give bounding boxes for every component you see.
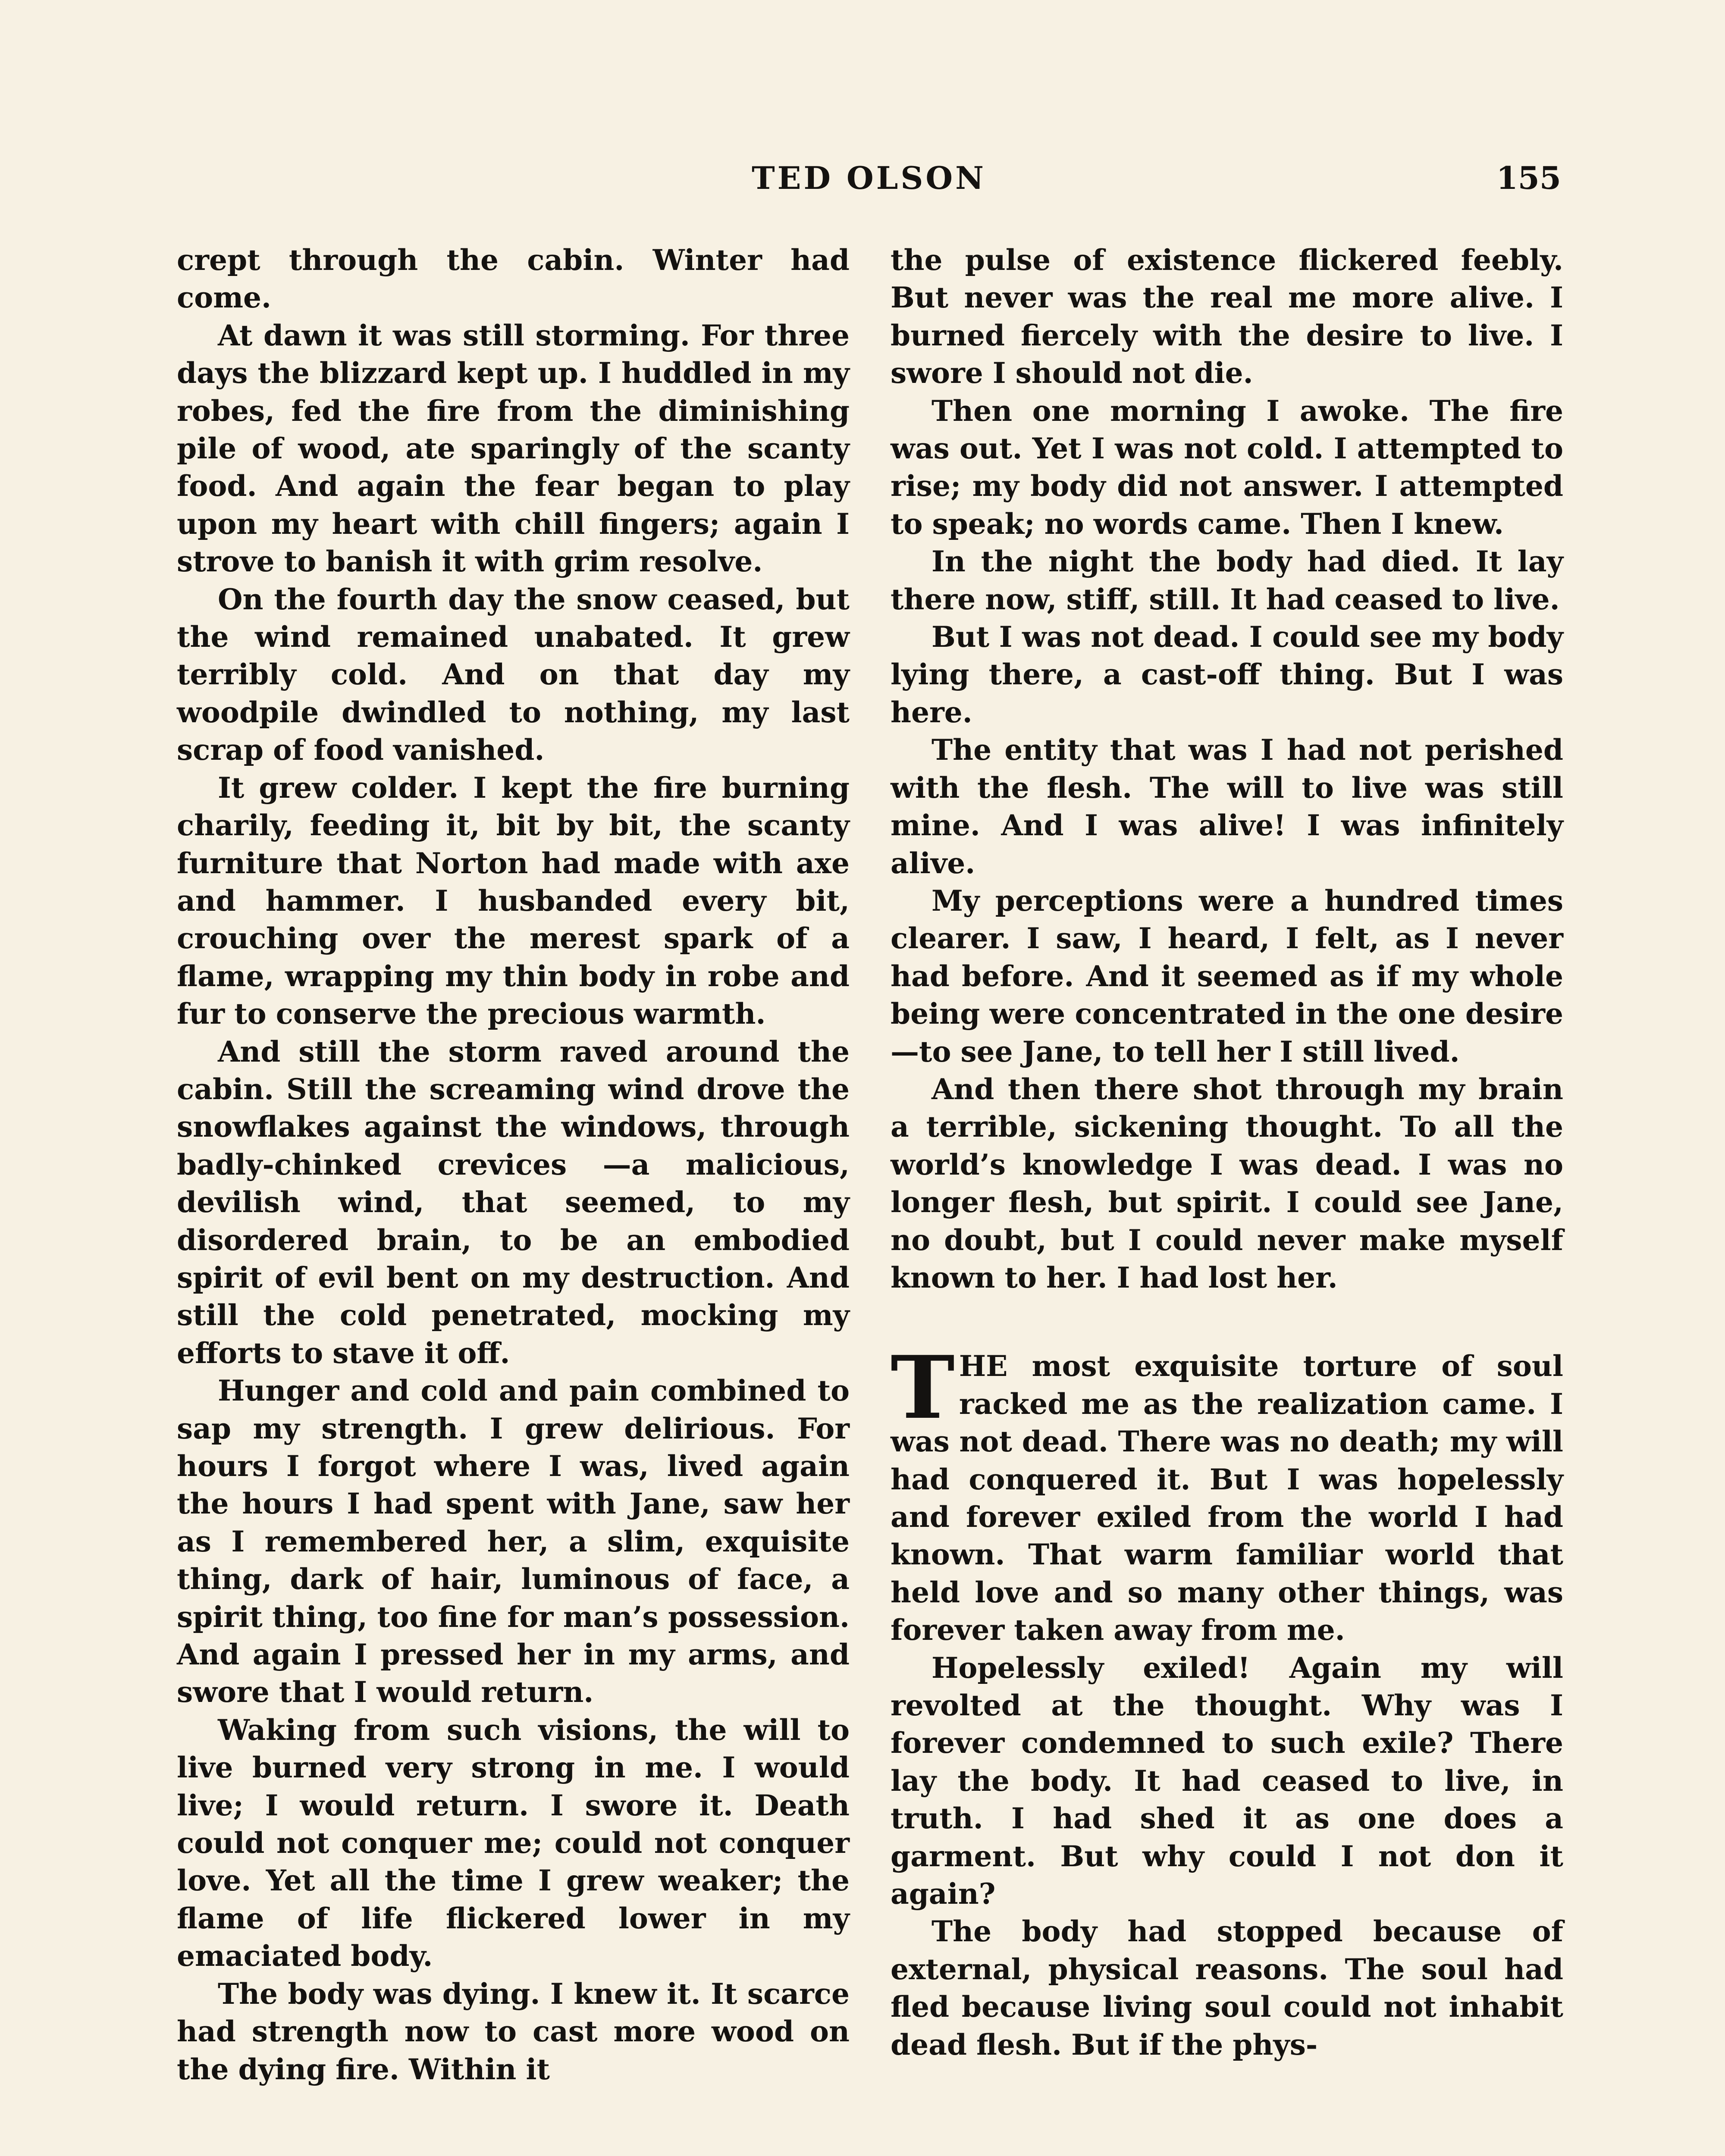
paragraph: Then one morning I awoke. The fire was out. Yet I was not cold. I attempted to rise; my body did not answer. I attempted to speak; no words came. Then I knew. xyxy=(891,394,1563,541)
paragraph: And then there shot through my brain a terrible, sickening thought. To all the world’s knowledge I was dead. I was no longer flesh, but spirit. I could see Jane, no doubt, but I could never make myself known to her. I had lost her. xyxy=(891,1072,1563,1294)
page-number: 155 xyxy=(1496,160,1561,196)
paragraph: the pulse of existence flickered feebly. But never was the real me more alive. I burned fiercely with the desire to live. I swore I should not die. xyxy=(891,243,1563,390)
paragraph: crept through the cabin. Winter had come. xyxy=(177,243,850,315)
paragraph: On the fourth day the snow ceased, but the wind remained unabated. It grew terribly cold. And on that day my woodpile dwindled to nothing, my last scrap of food vanished. xyxy=(177,582,850,767)
paragraph: Hunger and cold and pain combined to sap my strength. I grew delirious. For hours I forgot where I was, lived again the hours I had spent with Jane, saw her as I remembered her, a slim, exquisite thing, dark of hair, luminous of face, a spirit thing, too fine for man’s possession. And again I pressed her in my arms, and swore that I would return. xyxy=(177,1374,850,1709)
right-text-column xyxy=(891,241,1563,2064)
paragraph: The body was dying. I knew it. It scarce had strength now to cast more wood on the dying fire. Within it xyxy=(177,1977,850,2086)
running-title: TED OLSON xyxy=(752,160,986,196)
dropcap-paragraph-text: HE most exquisite torture of soul racked me as the realization came. I was not dead. There was no death; my will had conquered it. But I was hopelessly and forever exiled from the world I had known. That warm familiar world that held love and so many other things, was forever taken away from me. xyxy=(891,1349,1563,1647)
paragraph: At dawn it was still storming. For three days the blizzard kept up. I huddled in my robes, fed the fire from the diminishing pile of wood, ate sparingly of the scanty food. And again the fear began to play upon my heart with chill fingers; again I strove to banish it with grim resolve. xyxy=(177,318,850,579)
paragraph: In the night the body had died. It lay there now, stiff, still. It had ceased to live. xyxy=(891,545,1563,616)
paragraph: It grew colder. I kept the fire burning charily, feeding it, bit by bit, the scanty furniture that Norton had made with axe and hammer. I husbanded every bit, crouching over the merest spark of a flame, wrapping my thin body in robe and fur to conserve the precious warmth. xyxy=(177,771,850,1031)
paragraph: And still the storm raved around the cabin. Still the screaming wind drove the snowflakes against the windows, through badly-chinked crevices —a malicious, devilish wind, that seemed, to my disordered brain, to be an embodied spirit of evil bent on my destruction. And still the cold penetrated, mocking my efforts to stave it off. xyxy=(177,1034,850,1370)
paragraph: But I was not dead. I could see my body lying there, a cast-off thing. But I was here. xyxy=(891,620,1563,729)
left-text-column xyxy=(177,241,850,2088)
paragraph: Hopelessly exiled! Again my will revolted at the thought. Why was I forever condemned to such exile? There lay the body. It had ceased to live, in truth. I had shed it as one does a garment. But why could I not don it again? xyxy=(891,1651,1563,1911)
drop-cap-letter: T xyxy=(891,1337,955,1439)
page-header xyxy=(177,160,1561,211)
paragraph: The entity that was I had not perished with the flesh. The will to live was still mine. And I was alive! I was infinitely alive. xyxy=(891,733,1563,880)
section-break xyxy=(891,1297,1563,1348)
paragraph: My perceptions were a hundred times clearer. I saw, I heard, I felt, as I never had before. And it seemed as if my whole being were concentrated in the one desire—to see Jane, to tell her I still lived. xyxy=(891,884,1563,1069)
paragraph: The body had stopped because of external, physical reasons. The soul had fled because living soul could not inhabit dead flesh. But if the phys- xyxy=(891,1915,1563,2062)
paragraph: Waking from such visions, the will to live burned very strong in me. I would live; I would return. I swore it. Death could not conquer me; could not conquer love. Yet all the time I grew weaker; the flame of life flickered lower in my emaciated body. xyxy=(177,1713,850,1973)
dropcap-paragraph xyxy=(891,1337,1563,1649)
